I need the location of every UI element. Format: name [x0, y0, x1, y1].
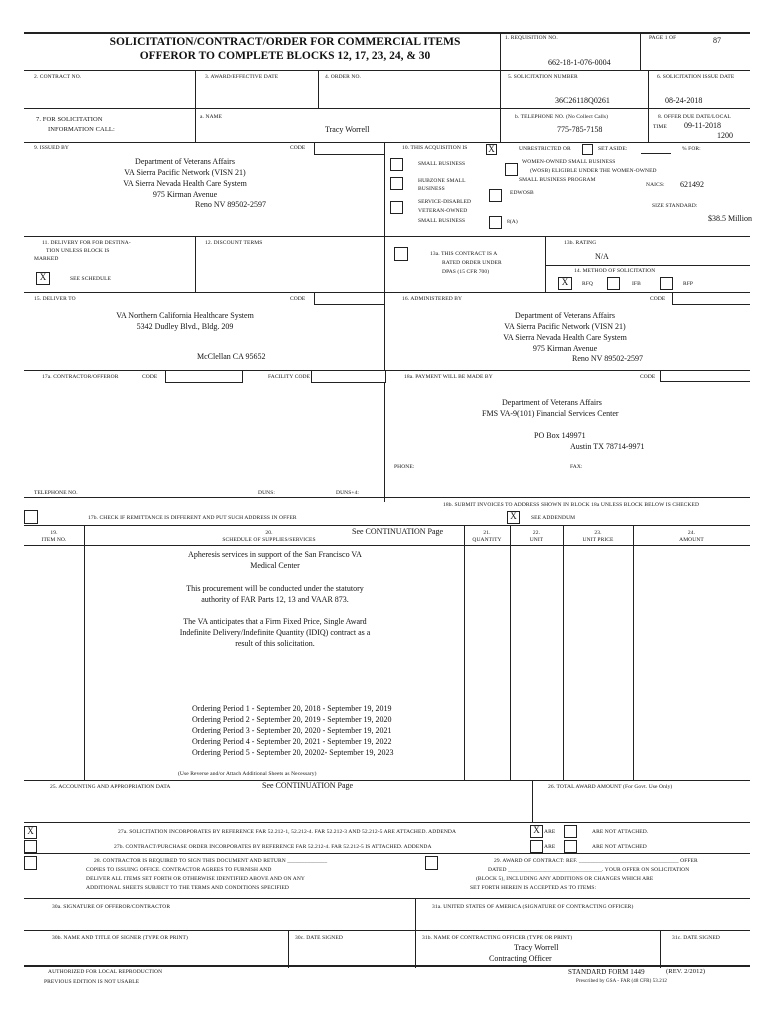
- col-schedule-num: 20.: [265, 530, 273, 536]
- col-amount-num: 24.: [687, 530, 696, 536]
- footer-authorized: AUTHORIZED FOR LOCAL REPRODUCTION: [48, 969, 163, 975]
- wosb-checkbox[interactable]: [505, 163, 518, 176]
- rated-order-label-3: DPAS (15 CFR 700): [442, 269, 490, 275]
- solicitation-number: 36C26118Q0261: [555, 96, 610, 105]
- signature-officer-label: 31a. UNITED STATES OF AMERICA (SIGNATURE OF CONTRACTING OFFICER): [432, 904, 634, 910]
- accounting-label: 25. ACCOUNTING AND APPROPRIATION DATA: [50, 784, 171, 790]
- col-item-no-num: 19.: [50, 530, 58, 536]
- signer-name-label: 30b. NAME AND TITLE OF SIGNER (TYPE OR PRINT): [52, 935, 188, 941]
- addenda-are-not-label-a: ARE NOT ATTACHED.: [592, 829, 649, 835]
- schedule-desc-3c: result of this solicitation.: [235, 639, 315, 648]
- contractor-telephone-label: TELEPHONE NO.: [34, 490, 78, 496]
- payment-fax-label: FAX:: [570, 464, 583, 470]
- wosb-label-1: WOMEN-OWNED SMALL BUSINESS: [522, 159, 616, 165]
- facility-code-field[interactable]: [311, 370, 386, 383]
- administered-by-line-2: VA Sierra Pacific Network (VISN 21): [504, 322, 626, 331]
- rated-order-label-2: RATED ORDER UNDER: [442, 260, 502, 266]
- eight-a-checkbox[interactable]: [489, 216, 502, 229]
- small-business-label: SMALL BUSINESS: [418, 161, 466, 167]
- col-unit-price-num: 23.: [594, 530, 602, 536]
- due-date-label: 8. OFFER DUE DATE/LOCAL: [658, 114, 731, 120]
- deliver-to-line-1: VA Northern California Healthcare System: [116, 311, 254, 320]
- col-schedule: SCHEDULE OF SUPPLIES/SERVICES: [222, 537, 316, 543]
- row29-line-3: (BLOCK 5), INCLUDING ANY ADDITIONS OR CHANGES WHICH ARE: [476, 876, 654, 882]
- issued-by-line-4: 975 Kirman Avenue: [152, 190, 218, 199]
- facility-code-label: FACILITY CODE: [268, 374, 311, 380]
- duns4-label: DUNS+4:: [336, 490, 360, 496]
- unrestricted-label: UNRESTRICTED OR: [519, 146, 571, 152]
- time-label: TIME: [653, 124, 667, 130]
- see-schedule-label: SEE SCHEDULE: [70, 276, 112, 282]
- submit-invoices-label: 18b. SUBMIT INVOICES TO ADDRESS SHOWN IN BLOCK 18a UNLESS BLOCK BELOW IS CHECKED: [443, 502, 700, 508]
- administered-by-line-4: 975 Kirman Avenue: [532, 344, 598, 353]
- row28-line-1: 28. CONTRACTOR IS REQUIRED TO SIGN THIS DOCUMENT AND RETURN ______________: [94, 858, 328, 864]
- acquisition-unrestricted-checkbox[interactable]: X: [486, 144, 497, 155]
- ordering-period-5: Ordering Period 5 - September 20, 20202- September 19, 2023: [192, 748, 394, 757]
- addenda-are-checkbox-b[interactable]: [530, 840, 543, 853]
- payment-line-1: Department of Veterans Affairs: [502, 398, 602, 407]
- percent-for-label: % FOR:: [682, 146, 701, 152]
- schedule-continuation: See CONTINUATION Page: [352, 527, 444, 536]
- schedule-desc-2a: This procurement will be conducted under the statutory: [186, 584, 364, 593]
- deliver-to-label: 15. DELIVER TO: [34, 296, 76, 302]
- small-business-checkbox[interactable]: [390, 158, 403, 171]
- addenda-are-not-label-b: ARE NOT ATTACHED: [592, 844, 647, 850]
- issued-by-city: Reno NV 89502-2597: [195, 200, 266, 209]
- hubzone-label-1: HUBZONE SMALL: [418, 178, 466, 184]
- method-label: 14. METHOD OF SOLICITATION: [574, 268, 656, 274]
- row28-line-4: ADDITIONAL SHEETS SUBJECT TO THE TERMS AND CONDITIONS SPECIFIED: [86, 885, 289, 891]
- contact-phone: 775-785-7158: [557, 125, 603, 134]
- see-addendum-label: SEE ADDENDUM: [531, 515, 576, 521]
- schedule-desc-1b: Medical Center: [250, 561, 300, 570]
- sdvosb-label-2: VETERAN-OWNED: [418, 208, 468, 214]
- issued-by-code-label: CODE: [290, 145, 306, 151]
- remit-checkbox[interactable]: [24, 510, 38, 524]
- signature-offeror-label: 30a. SIGNATURE OF OFFEROR/CONTRACTOR: [52, 904, 171, 910]
- contract-incorporates-text: 27b. CONTRACT/PURCHASE ORDER INCORPORATES BY REFERENCE FAR 52.212-4. FAR 52.212-5 IS ATTACHED. ADDENDA: [114, 844, 432, 850]
- offeror-date-label: 30c. DATE SIGNED: [295, 935, 343, 941]
- hubzone-label-2: BUSINESS: [418, 186, 445, 192]
- size-standard-label: SIZE STANDARD:: [652, 203, 698, 209]
- page-label: PAGE 1 OF: [649, 35, 677, 41]
- ordering-period-2: Ordering Period 2 - September 20, 2019 - September 19, 2020: [192, 715, 392, 724]
- col-unit: UNIT: [529, 537, 544, 543]
- col-unit-price: UNIT PRICE: [582, 537, 614, 543]
- acquisition-label: 10. THIS ACQUISITION IS: [402, 145, 468, 151]
- solicitation-number-label: 5. SOLICITATION NUMBER: [508, 74, 578, 80]
- issued-by-line-1: Department of Veterans Affairs: [135, 157, 235, 166]
- wosb-label-3: SMALL BUSINESS PROGRAM: [519, 177, 596, 183]
- issue-date: 08-24-2018: [665, 96, 703, 105]
- col-unit-num: 22.: [532, 530, 541, 536]
- ifb-label: IFB: [632, 281, 641, 287]
- footer-form-number: STANDARD FORM 1449: [568, 968, 645, 976]
- footer-previous-edition: PREVIOUS EDITION IS NOT USABLE: [44, 979, 140, 985]
- administered-by-line-3: VA Sierra Nevada Health Care System: [503, 333, 627, 342]
- administered-by-city: Reno NV 89502-2597: [572, 354, 643, 363]
- row29-line-1: 29. AWARD OF CONTRACT: REF. ___________________________________ OFFER: [494, 858, 698, 864]
- phone-label: b. TELEPHONE NO. (No Collect Calls): [515, 114, 609, 120]
- due-time: 1200: [717, 131, 733, 140]
- contract-number-label: 2. CONTRACT NO.: [34, 74, 82, 80]
- rfp-checkbox[interactable]: [660, 277, 673, 290]
- name-label: a. NAME: [200, 114, 223, 120]
- payment-phone-label: PHONE:: [394, 464, 415, 470]
- accounting-value: See CONTINUATION Page: [262, 781, 354, 790]
- rated-order-label-1: 13a. THIS CONTRACT IS A: [430, 251, 498, 257]
- edwosb-label: EDWOSB: [510, 190, 534, 196]
- row28-line-3: DELIVER ALL ITEMS SET FORTH OR OTHERWISE IDENTIFIED ABOVE AND ON ANY: [86, 876, 305, 882]
- addenda-are-not-checkbox-a[interactable]: [564, 825, 577, 838]
- see-schedule-checkbox[interactable]: X: [36, 272, 50, 285]
- ordering-period-1: Ordering Period 1 - September 20, 2018 - September 19, 2019: [192, 704, 392, 713]
- sdvosb-label-3: SMALL BUSINESS: [418, 218, 466, 224]
- payment-code-label: CODE: [640, 374, 656, 380]
- set-aside-label: SET ASIDE:: [598, 146, 628, 152]
- fob-label-2: TION UNLESS BLOCK IS: [46, 248, 110, 254]
- addenda-are-checkbox-a[interactable]: X: [530, 825, 543, 838]
- page-total: 87: [713, 36, 721, 45]
- payment-line-4: Austin TX 78714-9971: [570, 442, 645, 451]
- issued-by-line-2: VA Sierra Pacific Network (VISN 21): [124, 168, 246, 177]
- addenda-are-label-a: ARE: [544, 829, 556, 835]
- sdvosb-checkbox[interactable]: [390, 201, 403, 214]
- info-call-label-2: INFORMATION CALL:: [48, 126, 115, 133]
- requisition-number: 662-18-1-076-0004: [548, 58, 611, 67]
- eight-a-label: 8(A): [507, 219, 518, 225]
- ifb-checkbox[interactable]: [607, 277, 620, 290]
- due-date: 09-11-2018: [684, 121, 722, 130]
- wosb-label-2: (WOSB) ELIGIBLE UNDER THE WOMEN-OWNED: [530, 168, 657, 174]
- deliver-to-city: McClellan CA 95652: [197, 352, 266, 361]
- administered-by-code-label: CODE: [650, 296, 666, 302]
- schedule-desc-3a: The VA anticipates that a Firm Fixed Price, Single Award: [183, 617, 367, 626]
- contract-incorporates-checkbox[interactable]: [24, 840, 37, 853]
- fob-label-3: MARKED: [34, 256, 59, 262]
- row29-line-2: DATED _________________________________. YOUR OFFER ON SOLICITATION: [488, 867, 690, 873]
- footer-revision: (REV. 2/2012): [666, 968, 706, 975]
- sdvosb-label-1: SERVICE-DISABLED: [418, 199, 472, 205]
- officer-name-label: 31b. NAME OF CONTRACTING OFFICER (TYPE OR PRINT): [422, 935, 573, 941]
- rating-label: 13b. RATING: [564, 240, 597, 246]
- duns-label: DUNS:: [258, 490, 276, 496]
- fob-label-1: 11. DELIVERY FOR FOB DESTINA-: [42, 240, 131, 246]
- rfq-label: RFQ: [582, 281, 593, 287]
- form-title-line2: OFFEROR TO COMPLETE BLOCKS 12, 17, 23, 24, & 30: [139, 50, 431, 62]
- size-standard: $38.5 Million: [708, 214, 753, 223]
- total-award-label: 26. TOTAL AWARD AMOUNT (For Govt. Use Only): [548, 784, 673, 790]
- payment-label: 18a. PAYMENT WILL BE MADE BY: [404, 374, 493, 380]
- naics-code: 621492: [680, 180, 704, 189]
- deliver-to-code-label: CODE: [290, 296, 306, 302]
- administered-by-label: 16. ADMINISTERED BY: [402, 296, 463, 302]
- addenda-are-not-checkbox-b[interactable]: [564, 840, 577, 853]
- row29-line-4: SET FORTH HEREIN IS ACCEPTED AS TO ITEMS:: [470, 885, 597, 891]
- administered-by-line-1: Department of Veterans Affairs: [515, 311, 615, 320]
- ordering-period-4: Ordering Period 4 - September 20, 2021 - September 19, 2022: [192, 737, 392, 746]
- payment-line-2: FMS VA-9(101) Financial Services Center: [482, 409, 619, 418]
- payment-line-3: PO Box 149971: [534, 431, 586, 440]
- reverse-note: (Use Reverse and/or Attach Additional Sheets as Necessary): [178, 771, 317, 777]
- rating-value: N/A: [595, 252, 609, 261]
- award-checkbox[interactable]: [425, 856, 438, 870]
- issued-by-line-3: VA Sierra Nevada Health Care System: [123, 179, 247, 188]
- col-amount: AMOUNT: [679, 537, 704, 543]
- see-addendum-checkbox[interactable]: X: [507, 511, 520, 524]
- col-quantity-num: 21.: [483, 530, 491, 536]
- ordering-period-3: Ordering Period 3 - September 20, 2020 - September 19, 2021: [192, 726, 392, 735]
- schedule-desc-2b: authority of FAR Parts 12, 13 and VAAR 873.: [201, 595, 349, 604]
- addenda-are-label-b: ARE: [544, 844, 556, 850]
- issued-by-label: 9. ISSUED BY: [34, 145, 69, 151]
- contractor-label: 17a. CONTRACTOR/OFFEROR: [42, 374, 119, 380]
- order-number-label: 4. ORDER NO.: [325, 74, 362, 80]
- hubzone-checkbox[interactable]: [390, 177, 403, 190]
- info-call-label-1: 7. FOR SOLICITATION: [36, 116, 103, 123]
- schedule-desc-1a: Apheresis services in support of the San Francisco VA: [188, 550, 362, 559]
- col-quantity: QUANTITY: [472, 537, 502, 543]
- award-date-label: 3. AWARD/EFFECTIVE DATE: [205, 74, 279, 80]
- solicitation-incorporates-text: 27a. SOLICITATION INCORPORATES BY REFERENCE FAR 52.212-1, 52.212-4. FAR 52.212-3 AND 52.212-5 ARE ATTACHED. ADDENDA: [118, 829, 457, 835]
- rated-order-checkbox[interactable]: [394, 247, 408, 261]
- officer-name: Tracy Worrell: [514, 943, 559, 952]
- deliver-to-line-2: 5342 Dudley Blvd., Bldg. 209: [136, 322, 234, 331]
- naics-label: NAICS:: [646, 182, 665, 188]
- officer-date-label: 31c. DATE SIGNED: [672, 935, 720, 941]
- set-aside-checkbox[interactable]: [582, 144, 593, 155]
- form-title-line1: SOLICITATION/CONTRACT/ORDER FOR COMMERCIAL ITEMS: [109, 36, 461, 48]
- footer-prescribed: Prescribed by GSA - FAR (48 CFR) 53.212: [576, 979, 668, 984]
- contractor-sign-checkbox[interactable]: [24, 856, 37, 870]
- edwosb-checkbox[interactable]: [489, 189, 502, 202]
- discount-terms-label: 12. DISCOUNT TERMS: [205, 240, 263, 246]
- row28-line-2: COPIES TO ISSUING OFFICE. CONTRACTOR AGREES TO FURNISH AND: [86, 867, 272, 873]
- requisition-label: 1. REQUISITION NO.: [505, 35, 558, 41]
- schedule-desc-3b: Indefinite Delivery/Indefinite Quantity (IDIQ) contract as a: [179, 628, 371, 637]
- officer-title: Contracting Officer: [489, 954, 552, 963]
- rfq-checkbox[interactable]: X: [558, 277, 572, 290]
- remit-label: 17b. CHECK IF REMITTANCE IS DIFFERENT AND PUT SUCH ADDRESS IN OFFER: [88, 515, 297, 521]
- issue-date-label: 6. SOLICITATION ISSUE DATE: [657, 74, 735, 80]
- rfp-label: RFP: [683, 281, 694, 287]
- solicitation-incorporates-checkbox[interactable]: X: [24, 826, 37, 839]
- contractor-code-label: CODE: [142, 374, 158, 380]
- contractor-code-field[interactable]: [165, 370, 243, 383]
- col-item-no: ITEM NO.: [41, 537, 67, 543]
- contact-name: Tracy Worrell: [325, 125, 370, 134]
